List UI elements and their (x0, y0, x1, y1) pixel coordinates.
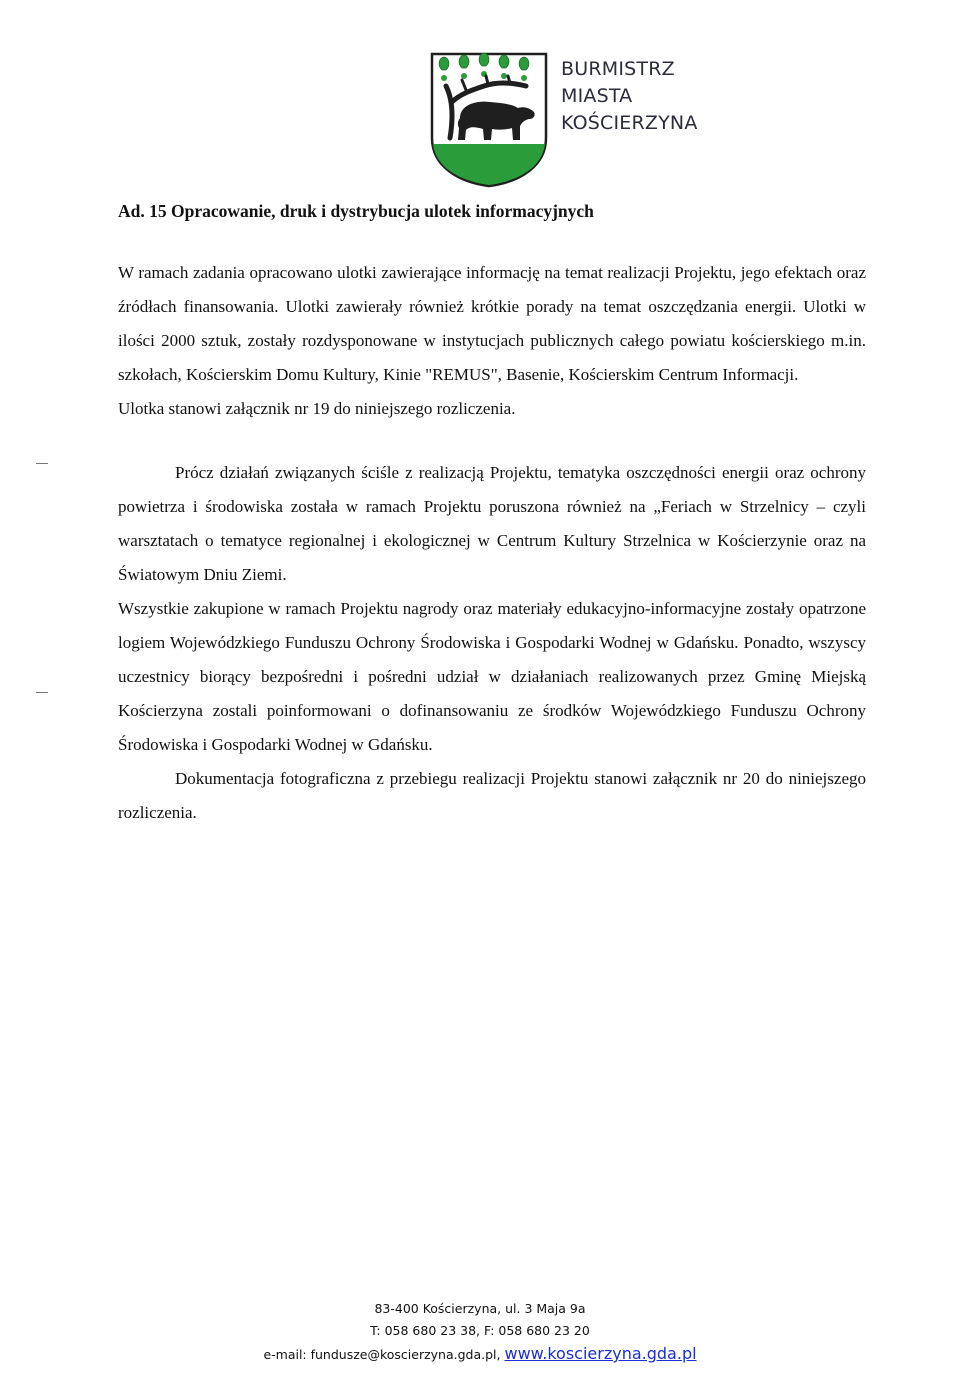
margin-marker (36, 463, 48, 464)
letterhead (430, 52, 750, 192)
logo-line-3: KOŚCIERZYNA (561, 112, 698, 134)
footer-contact-line (0, 1342, 960, 1367)
section-heading: Ad. 15 Opracowanie, druk i dystrybucja ulotek informacyjnych (118, 201, 594, 221)
koscierzyna-coat-of-arms-icon (430, 52, 548, 188)
paragraph-attachment-19: Ulotka stanowi załącznik nr 19 do niniejszego rozliczenia. (118, 399, 516, 418)
paragraph-photo-documentation: Dokumentacja fotograficzna z przebiegu realizacji Projektu stanowi załącznik nr 20 do niniejszego rozliczenia. (118, 769, 866, 822)
paragraph-leaflets: W ramach zadania opracowano ulotki zawierające informację na temat realizacji Projektu, jego efektach oraz źródłach finansowania. Ulotki zawierały również krótkie porady na temat oszczędzania energii. Ulotki w ilości 2000 sztuk, zostały rozdysponowane w instytucjach publicznych całego powiatu kościerskiego m.in. szkołach, Kościerskim Domu Kultury, Kinie "REMUS", Basenie, Kościerskim Centrum Informacji. (118, 263, 866, 384)
logo-line-1: BURMISTRZ (561, 58, 675, 80)
page-footer (0, 1298, 960, 1367)
footer-email: e-mail: fundusze@koscierzyna.gda.pl, (263, 1347, 501, 1362)
paragraph-events: Prócz działań związanych ściśle z realizacją Projektu, tematyka oszczędności energii oraz ochrony powietrza i środowiska została w ramach Projektu poruszona również na „Feriach w Strzelnicy – czyli warsztatach o tematyce regionalnej i ekologicznej w Centrum Kultury Strzelnica w Kościerzynie oraz na Światowym Dniu Ziemi. (118, 463, 866, 584)
paragraph-logo-info: Wszystkie zakupione w ramach Projektu nagrody oraz materiały edukacyjno-informacyjne zostały opatrzone logiem Wojewódzkiego Funduszu Ochrony Środowiska i Gospodarki Wodnej w Gdańsku. Ponadto, wszyscy uczestnicy biorący bezpośredni i pośredni udział w działaniach realizowanych przez Gminę Miejską Kościerzyna zostali poinformowani o dofinansowaniu ze środków Wojewódzkiego Funduszu Ochrony Środowiska i Gospodarki Wodnej w Gdańsku. (118, 599, 866, 754)
margin-marker (36, 692, 48, 693)
burmistrz-logo-text (561, 56, 698, 137)
footer-phone: T: 058 680 23 38, F: 058 680 23 20 (370, 1323, 590, 1338)
footer-website-link[interactable]: www.koscierzyna.gda.pl (504, 1344, 697, 1363)
logo-line-2: MIASTA (561, 85, 633, 107)
document-body (118, 196, 866, 830)
footer-address: 83-400 Kościerzyna, ul. 3 Maja 9a (374, 1301, 586, 1316)
